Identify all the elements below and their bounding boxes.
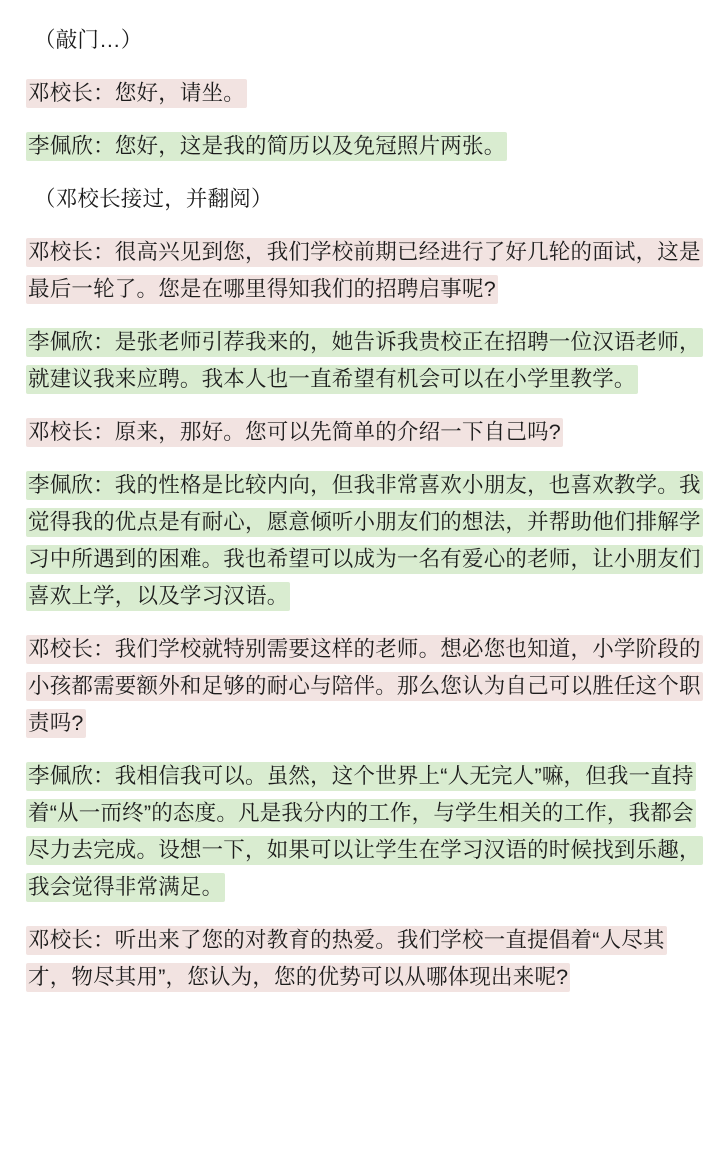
narration-line: [20, 181, 708, 218]
dialogue-line-candidate: [20, 467, 708, 615]
dialogue-line-candidate: [20, 128, 708, 165]
dialogue-line-principal: [20, 75, 708, 112]
narration-text: （敲门…）: [34, 28, 143, 52]
dialogue-line-principal: [20, 922, 708, 996]
dialogue-text: 邓校长：原来，那好。您可以先简单的介绍一下自己吗?: [26, 418, 563, 447]
dialogue-line-candidate: [20, 324, 708, 398]
narration-text: （邓校长接过，并翻阅）: [34, 187, 273, 211]
dialogue-text: 李佩欣：您好，这是我的简历以及免冠照片两张。: [26, 132, 507, 161]
dialogue-line-principal: [20, 414, 708, 451]
dialogue-line-principal: [20, 631, 708, 742]
dialogue-line-principal: [20, 234, 708, 308]
dialogue-text: 李佩欣：我的性格是比较内向，但我非常喜欢小朋友，也喜欢教学。我觉得我的优点是有耐心，愿意倾听小朋友们的想法，并帮助他们排解学习中所遇到的困难。我也希望可以成为一名有爱心的老师，让小朋友们喜欢上学，以及学习汉语。: [26, 471, 703, 611]
dialogue-line-candidate: [20, 758, 708, 906]
dialogue-text: 邓校长：听出来了您的对教育的热爱。我们学校一直提倡着“人尽其才，物尽其用”，您认为，您的优势可以从哪体现出来呢?: [26, 926, 667, 992]
narration-line: [20, 22, 708, 59]
dialogue-text: 李佩欣：我相信我可以。虽然，这个世界上“人无完人”嘛，但我一直持着“从一而终”的态度。凡是我分内的工作，与学生相关的工作，我都会尽力去完成。设想一下，如果可以让学生在学习汉语的时候找到乐趣，我会觉得非常满足。: [26, 762, 703, 902]
dialogue-text: 邓校长：您好，请坐。: [26, 79, 247, 108]
dialogue-text: 李佩欣：是张老师引荐我来的，她告诉我贵校正在招聘一位汉语老师，就建议我来应聘。我本人也一直希望有机会可以在小学里教学。: [26, 328, 703, 394]
dialogue-text: 邓校长：我们学校就特别需要这样的老师。想必您也知道，小学阶段的小孩都需要额外和足够的耐心与陪伴。那么您认为自己可以胜任这个职责吗?: [26, 635, 703, 738]
dialogue-text: 邓校长：很高兴见到您，我们学校前期已经进行了好几轮的面试，这是最后一轮了。您是在哪里得知我们的招聘启事呢?: [26, 238, 703, 304]
